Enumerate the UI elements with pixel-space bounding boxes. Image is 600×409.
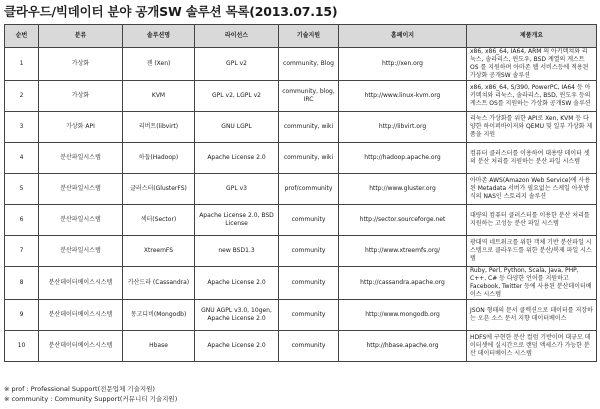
- table-row: [5, 112, 597, 143]
- cell-category: 분산데이터베이스시스템: [39, 331, 123, 362]
- cell-homepage: http://cassandra.apache.org: [339, 267, 467, 300]
- cell-no: 6: [5, 205, 39, 236]
- cell-support: community, blog, IRC: [279, 81, 339, 112]
- cell-homepage: http://www.gluster.org: [339, 174, 467, 205]
- table-row: [5, 174, 597, 205]
- cell-name: XtreemFS: [123, 236, 195, 267]
- footnote-prof: ※ prof : Professional Support(전문업체 기술지원): [4, 385, 155, 393]
- cell-license: Apache License 2.0: [195, 331, 279, 362]
- cell-support: community: [279, 331, 339, 362]
- cell-name: KVM: [123, 81, 195, 112]
- cell-license: Apache License 2.0: [195, 143, 279, 174]
- footnotes: [4, 384, 177, 404]
- cell-description: Ruby, Perl, Python, Scala, Java, PHP, C++, C# 등 다양한 언어를 지원하고 Facebook, Twitter 등에 사용된 분산데이터베이스 시스템: [467, 267, 597, 300]
- cell-category: 가상화: [39, 81, 123, 112]
- cell-no: 5: [5, 174, 39, 205]
- cell-no: 2: [5, 81, 39, 112]
- cell-category: 분산파일시스템: [39, 143, 123, 174]
- cell-license: new BSD1.3: [195, 236, 279, 267]
- cell-name: 젠 (Xen): [123, 48, 195, 81]
- cell-homepage: http://xen.org: [339, 48, 467, 81]
- cell-license: Apache License 2.0: [195, 267, 279, 300]
- footnote-community: ※ community : Community Support(커뮤니티 기술지원): [4, 395, 178, 403]
- cell-name: 글러스터(GlusterFS): [123, 174, 195, 205]
- cell-category: 분산데이터베이스시스템: [39, 267, 123, 300]
- table-row: [5, 300, 597, 331]
- cell-name: Hbase: [123, 331, 195, 362]
- cell-support: community: [279, 300, 339, 331]
- header-description: 제품개요: [467, 25, 597, 48]
- cell-description: x86, x86_64, S/390, PowerPC, IA64 등 아키텍쳐와 리눅스, 솔라리스, BSD, 윈도우 등의 게스트 OS를 지원하는 가상화 공개SW 솔루션: [467, 81, 597, 112]
- header-name: 솔루션명: [123, 25, 195, 48]
- table-header-row: [5, 25, 597, 48]
- cell-category: 가상화: [39, 48, 123, 81]
- cell-support: community: [279, 267, 339, 300]
- cell-support: community, wiki: [279, 112, 339, 143]
- cell-description: 광대역 네트워크를 위한 객체 기반 분산파일 시스템으로 클라우드를 위한 분산/복제 파일 시스템: [467, 236, 597, 267]
- cell-support: prof/community: [279, 174, 339, 205]
- table-row: [5, 48, 597, 81]
- cell-homepage: http://libvirt.org: [339, 112, 467, 143]
- cell-no: 1: [5, 48, 39, 81]
- solution-table: [4, 24, 597, 362]
- cell-homepage: http://www.linux-kvm.org: [339, 81, 467, 112]
- table-row: [5, 205, 597, 236]
- cell-description: x86, x86_64, IA64, ARM 의 아키텍쳐와 리눅스, 솔라리스, 윈도우, BSD 계열의 게스트 OS 를 지원하며 아마존 웹 서비스등에 적용된 가상화 공개SW 솔루션: [467, 48, 597, 81]
- cell-name: 몽고디비(Mongodb): [123, 300, 195, 331]
- cell-category: 분산파일시스템: [39, 174, 123, 205]
- header-license: 라이선스: [195, 25, 279, 48]
- cell-homepage: http://www.xtreemfs.org/: [339, 236, 467, 267]
- cell-category: 분산파일시스템: [39, 205, 123, 236]
- cell-support: community, wiki: [279, 143, 339, 174]
- cell-category: 분산데이터베이스시스템: [39, 300, 123, 331]
- cell-no: 9: [5, 300, 39, 331]
- cell-name: 하둡(Hadoop): [123, 143, 195, 174]
- cell-homepage: http://sector.sourceforge.net: [339, 205, 467, 236]
- table-row: [5, 143, 597, 174]
- header-support: 기술지원: [279, 25, 339, 48]
- cell-no: 7: [5, 236, 39, 267]
- cell-description: 아마존 AWS(Amazon Web Service)에 사용된 Metadata 서버가 필요없는 스케일 아웃방식의 NAS인 스토리지 솔루션: [467, 174, 597, 205]
- cell-no: 3: [5, 112, 39, 143]
- cell-description: 대량의 컴퓨터 클러스터를 이용한 분산 처리를 지원하는 고성능 분산 파일 시스템: [467, 205, 597, 236]
- cell-license: GPL v3: [195, 174, 279, 205]
- cell-license: Apache License 2.0, BSD License: [195, 205, 279, 236]
- header-category: 분류: [39, 25, 123, 48]
- table-row: [5, 236, 597, 267]
- cell-name: 섹터(Sector): [123, 205, 195, 236]
- cell-support: community: [279, 205, 339, 236]
- cell-no: 4: [5, 143, 39, 174]
- cell-no: 10: [5, 331, 39, 362]
- header-homepage: 홈페이지: [339, 25, 467, 48]
- cell-license: GPL v2: [195, 48, 279, 81]
- cell-name: 카산드라 (Cassandra): [123, 267, 195, 300]
- cell-description: HDFS에 구현한 분산 컬럼 기반이며 대규모 데이터셋에 실시간으로 랜덤 액세스가 가능한 분산 데이터베이스 시스템: [467, 331, 597, 362]
- cell-license: GPL v2, LGPL v2: [195, 81, 279, 112]
- cell-category: 가상화 API: [39, 112, 123, 143]
- cell-homepage: http://hadoop.apache.org: [339, 143, 467, 174]
- cell-homepage: http://hbase.apache.org: [339, 331, 467, 362]
- cell-name: 리버트(libvirt): [123, 112, 195, 143]
- document-title: 클라우드/빅데이터 분야 공개SW 솔루션 목록(2013.07.15): [4, 4, 338, 19]
- cell-support: community: [279, 236, 339, 267]
- header-no: 순번: [5, 25, 39, 48]
- table-row: [5, 81, 597, 112]
- table-row: [5, 267, 597, 300]
- cell-license: GNU AGPL v3.0, 10gen, Apache License 2.0: [195, 300, 279, 331]
- table-row: [5, 331, 597, 362]
- cell-homepage: http://www.mongodb.org: [339, 300, 467, 331]
- cell-description: 리눅스 가상화를 위한 API로 Xen, KVM 등 다양한 하이퍼바이저와 QEMU 및 일부 가상화 제품을 지원: [467, 112, 597, 143]
- cell-license: GNU LGPL: [195, 112, 279, 143]
- cell-description: 컴퓨터 클러스터를 이용하여 대용량 데이터 셋의 분산 처리를 지원하는 분산 파일 시스템: [467, 143, 597, 174]
- cell-category: 분산파일시스템: [39, 236, 123, 267]
- cell-no: 8: [5, 267, 39, 300]
- cell-support: community, Blog: [279, 48, 339, 81]
- cell-description: JSON 형태의 문서 클렉션으로 데이터를 저장하는 오픈 소스 문서 지향 데이터베이스: [467, 300, 597, 331]
